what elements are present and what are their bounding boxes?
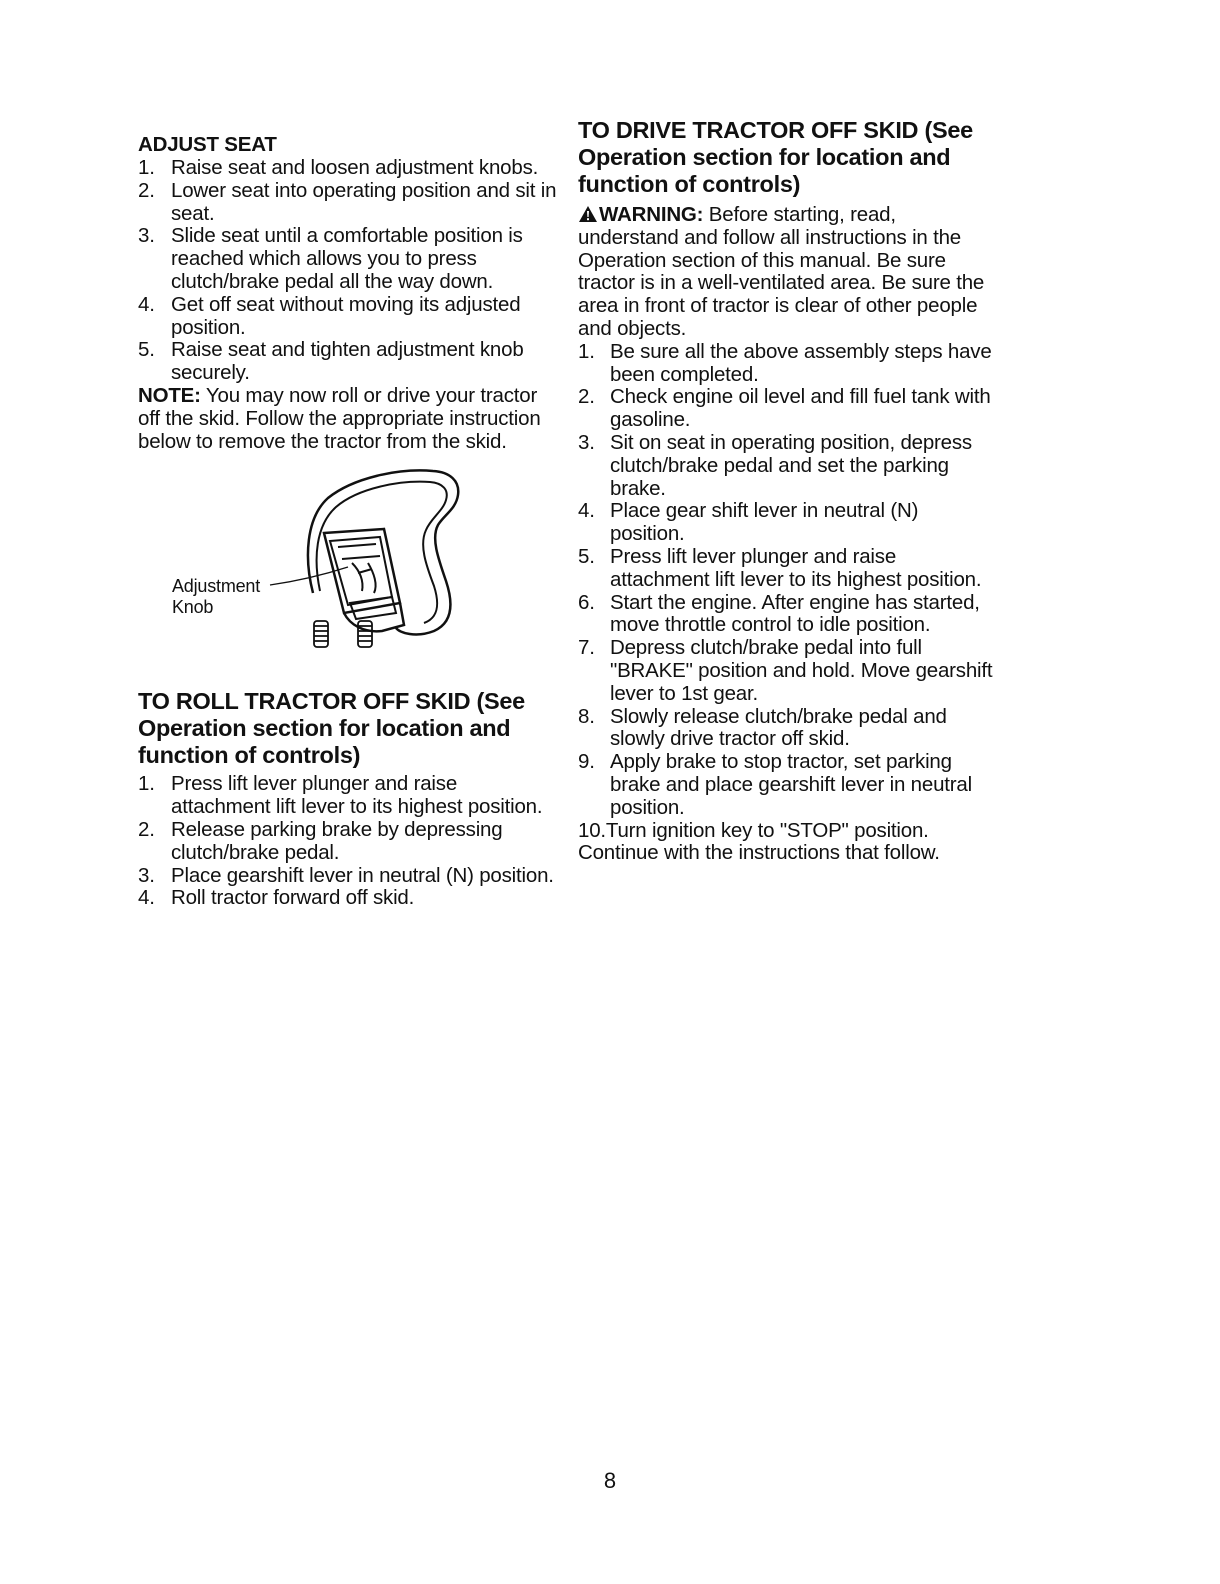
adjust-seat-heading: ADJUST SEAT xyxy=(138,133,277,156)
list-item xyxy=(578,820,998,843)
list-item xyxy=(138,225,558,293)
step-text: Place gearshift lever in neutral (N) position. xyxy=(171,863,554,887)
step-number: 5. xyxy=(138,338,155,362)
step-number: 2. xyxy=(138,817,155,841)
step-number: 8. xyxy=(578,704,595,728)
step-text: Be sure all the above assembly steps have been completed. xyxy=(610,339,992,386)
step-text: Lower seat into operating position and sit in seat. xyxy=(171,178,557,225)
step-number: 1. xyxy=(578,339,595,363)
list-item xyxy=(578,546,998,592)
warning-label: WARNING: xyxy=(599,203,704,226)
step-text: Press lift lever plunger and raise attachment lift lever to its highest position. xyxy=(171,772,543,819)
step-number: 9. xyxy=(578,750,595,774)
step-text: Sit on seat in operating position, depress clutch/brake pedal and set the parking brake. xyxy=(610,430,972,500)
list-item xyxy=(138,773,558,819)
page-number: 8 xyxy=(603,1468,617,1493)
step-text: Press lift lever plunger and raise attachment lift lever to its highest position. xyxy=(610,544,982,591)
closing-text: Continue with the instructions that follow. xyxy=(578,841,940,865)
step-number: 3. xyxy=(578,430,595,454)
step-number: 5. xyxy=(578,544,595,568)
step-number: 6. xyxy=(578,590,595,614)
step-number: 4. xyxy=(138,886,155,910)
right-column xyxy=(578,117,998,865)
step-text: Slide seat until a comfortable position is reached which allows you to press clutch/brake pedal all the way down. xyxy=(171,224,523,293)
list-item xyxy=(138,819,558,865)
step-number: 3. xyxy=(138,224,155,248)
list-item xyxy=(578,386,998,432)
list-item xyxy=(578,341,998,387)
step-text: 10.Turn ignition key to "STOP" position. xyxy=(578,818,929,842)
note-label: NOTE: xyxy=(138,383,201,407)
list-item xyxy=(138,180,558,226)
step-number: 1. xyxy=(138,156,155,179)
warning-icon xyxy=(578,205,598,223)
step-number: 4. xyxy=(578,499,595,523)
step-number: 4. xyxy=(138,292,155,316)
list-item xyxy=(578,432,998,500)
list-item xyxy=(138,339,558,385)
adjust-seat-steps xyxy=(138,157,558,385)
roll-off-heading: TO ROLL TRACTOR OFF SKID (See Operation section for location and function of controls) xyxy=(138,688,525,769)
step-text: Get off seat without moving its adjusted position. xyxy=(171,292,521,339)
left-column xyxy=(138,133,558,910)
step-text: Raise seat and tighten adjustment knob securely. xyxy=(171,338,524,385)
list-item xyxy=(138,887,558,910)
step-text: Raise seat and loosen adjustment knobs. xyxy=(171,156,539,179)
list-item xyxy=(578,592,998,638)
step-number: 1. xyxy=(138,772,155,796)
list-item xyxy=(578,637,998,705)
list-item xyxy=(138,294,558,340)
step-text: Slowly release clutch/brake pedal and slowly drive tractor off skid. xyxy=(610,704,947,751)
step-text: Depress clutch/brake pedal into full "BRAKE" position and hold. Move gearshift lever to 1st gear. xyxy=(610,636,993,705)
step-text: Roll tractor forward off skid. xyxy=(171,886,415,910)
seat-illustration xyxy=(138,463,558,688)
step-text: Place gear shift lever in neutral (N) position. xyxy=(610,499,919,546)
list-item xyxy=(578,500,998,546)
list-item xyxy=(138,157,558,180)
step-number: 7. xyxy=(578,636,595,660)
step-text: Check engine oil level and fill fuel tank with gasoline. xyxy=(610,385,991,432)
step-number: 2. xyxy=(578,385,595,409)
step-text: Start the engine. After engine has started, move throttle control to idle position. xyxy=(610,590,980,637)
step-text: Apply brake to stop tractor, set parking brake and place gearshift lever in neutral position. xyxy=(610,750,972,819)
list-item xyxy=(578,751,998,819)
step-number: 2. xyxy=(138,178,155,202)
list-item xyxy=(578,706,998,752)
label-line: Knob xyxy=(172,597,214,618)
roll-off-steps xyxy=(138,773,558,910)
drive-off-heading: TO DRIVE TRACTOR OFF SKID (See Operation section for location and function of controls) xyxy=(578,117,973,197)
note-text: You may now roll or drive your tractor off the skid. Follow the appropriate instruction below to remove the tractor from the skid. xyxy=(138,383,541,453)
skid-note xyxy=(138,385,558,453)
list-item xyxy=(138,865,558,888)
step-number: 3. xyxy=(138,863,155,887)
warning-text: Before starting, read, understand and follow all instructions in the Operation section of this manual. Be sure tractor is in a well-ventilated area. Be sure the area in front of tractor is clear of other people and objects. xyxy=(578,203,985,340)
adjustment-knob-label xyxy=(172,576,260,618)
label-line: Adjustment xyxy=(172,576,261,597)
drive-off-steps xyxy=(578,341,998,843)
warning-paragraph xyxy=(578,204,998,341)
step-text: Release parking brake by depressing clutch/brake pedal. xyxy=(171,817,503,864)
